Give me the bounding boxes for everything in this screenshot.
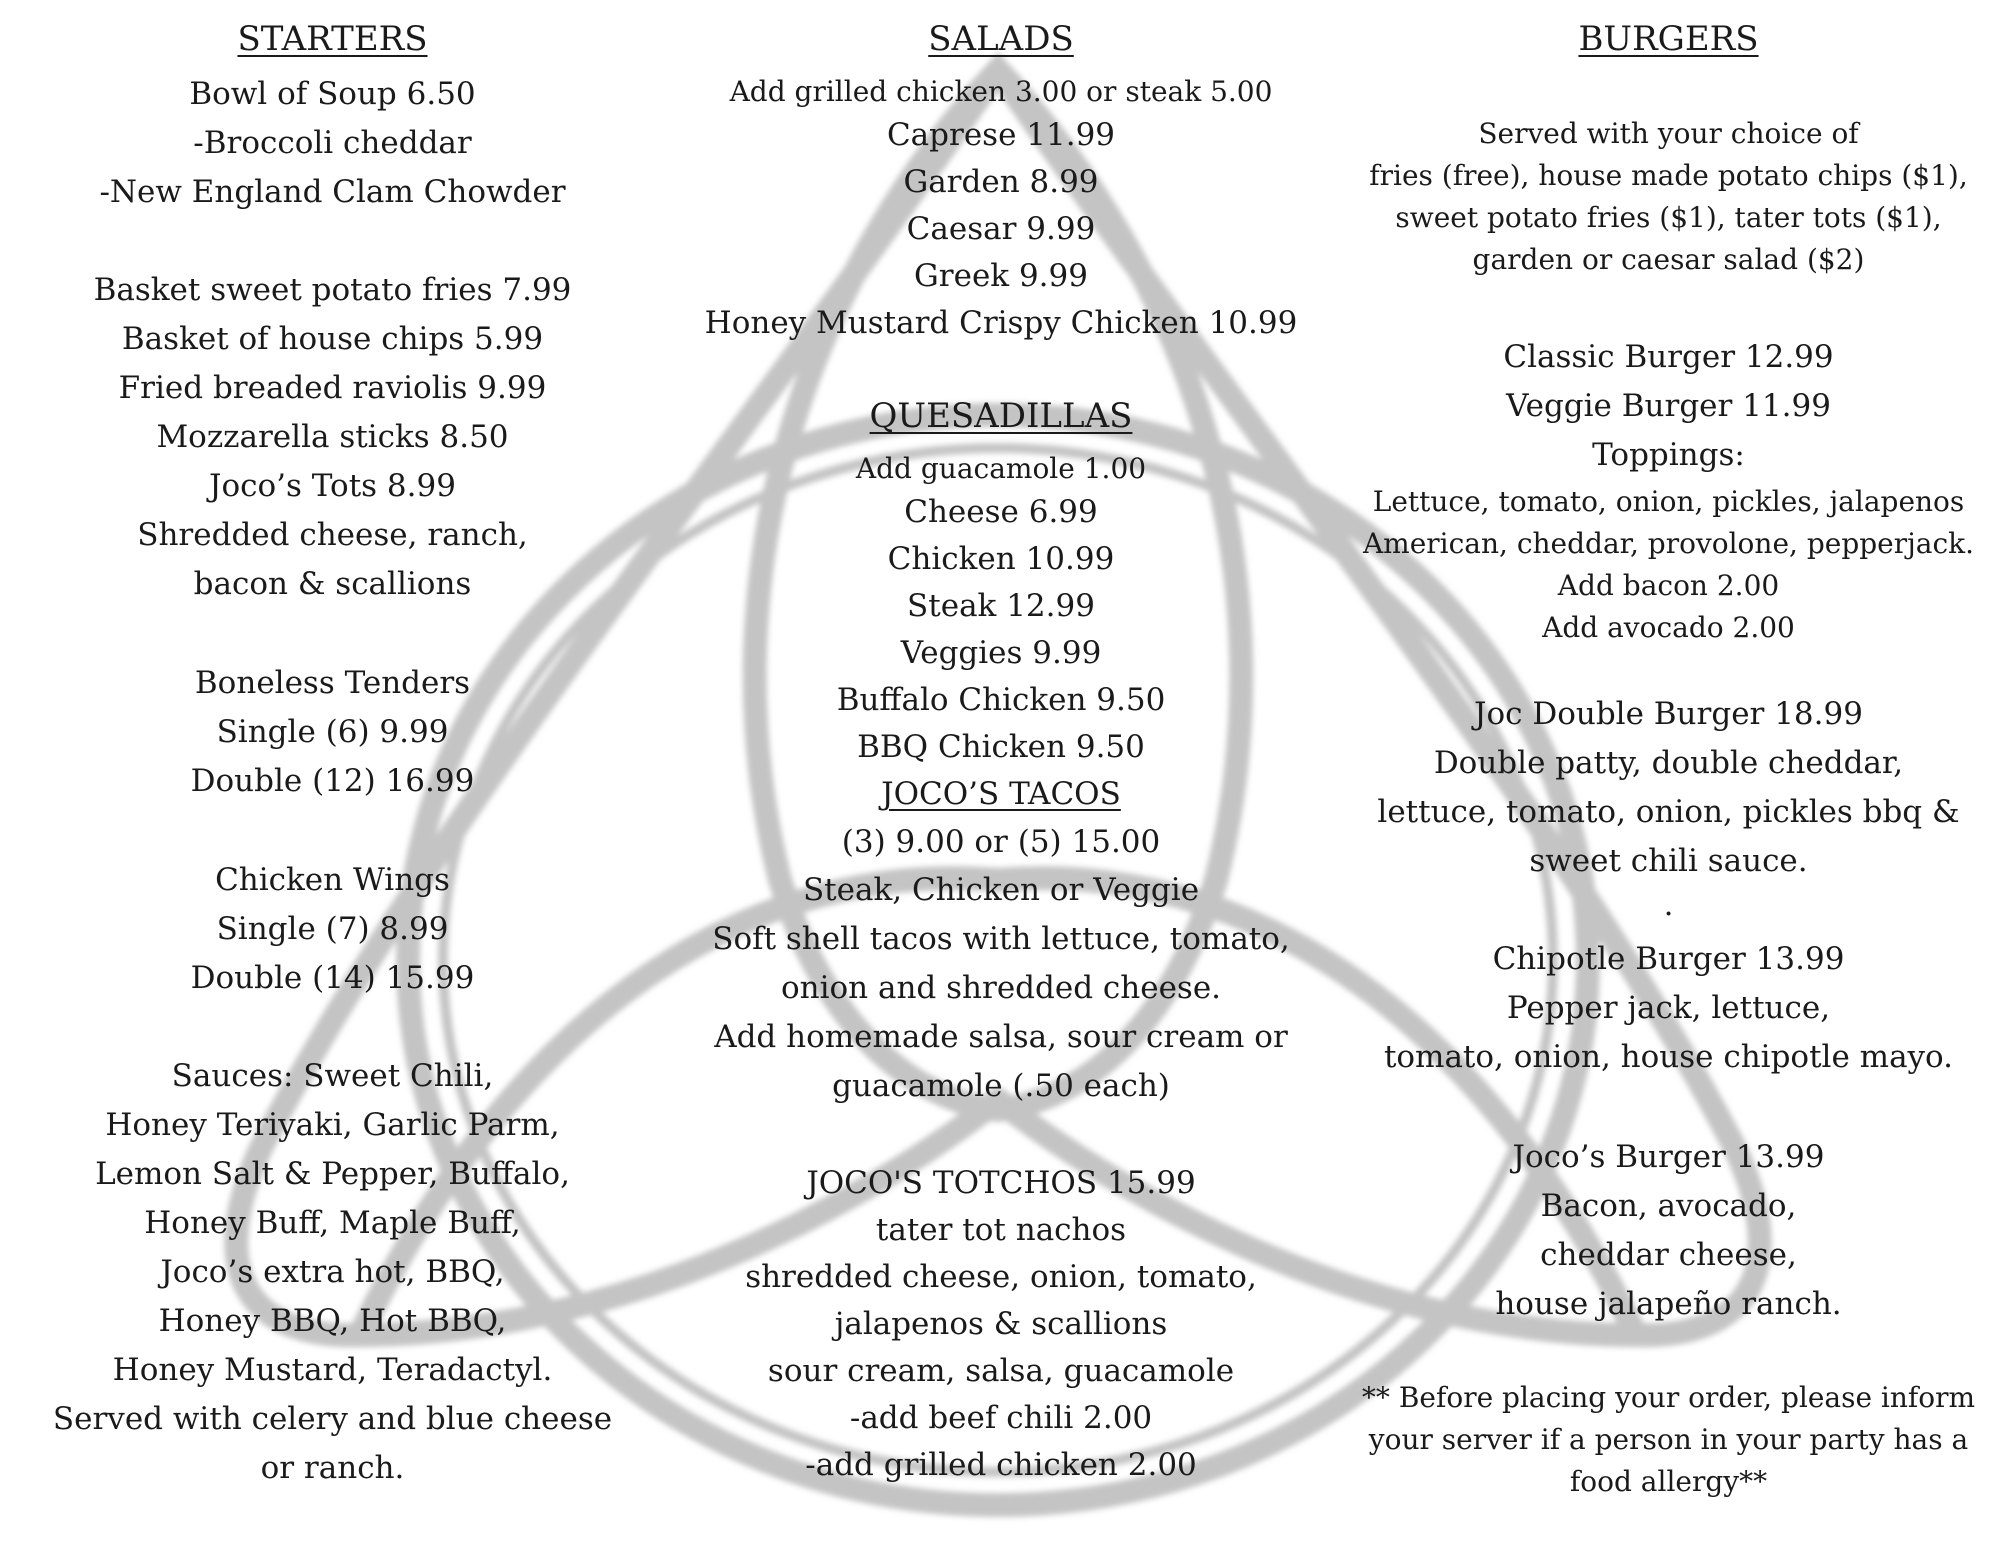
menu-line: Greek 9.99 xyxy=(914,258,1088,294)
menu-line: Joco’s Tots 8.99 xyxy=(209,468,456,504)
menu-line: American, cheddar, provolone, pepperjack. xyxy=(1362,527,1975,560)
menu-line: Mozzarella sticks 8.50 xyxy=(156,419,509,455)
menu-line: Toppings: xyxy=(1592,437,1745,473)
menu-line: Caesar 9.99 xyxy=(906,211,1096,247)
menu-line: Fried breaded raviolis 9.99 xyxy=(118,370,547,406)
menu-line: Veggie Burger 11.99 xyxy=(1506,388,1831,424)
menu-line: tater tot nachos xyxy=(875,1212,1127,1248)
menu-line: -Broccoli cheddar xyxy=(193,125,472,161)
menu-line: Garden 8.99 xyxy=(903,164,1099,200)
menu-line: Chipotle Burger 13.99 xyxy=(1492,941,1845,977)
menu-line: cheddar cheese, xyxy=(1540,1237,1797,1273)
menu-line: Steak, Chicken or Veggie xyxy=(802,872,1200,908)
quesadillas-note: Add guacamole 1.00 xyxy=(855,452,1147,485)
menu-line: jalapenos & scallions xyxy=(834,1306,1168,1342)
menu-line: -add beef chili 2.00 xyxy=(849,1400,1153,1436)
menu-line: Cheese 6.99 xyxy=(904,494,1098,530)
menu-line: shredded cheese, onion, tomato, xyxy=(745,1259,1257,1295)
totchos-title: JOCO'S TOTCHOS 15.99 xyxy=(806,1165,1196,1201)
allergy-note: food allergy** xyxy=(1569,1465,1768,1498)
salads-note: Add grilled chicken 3.00 or steak 5.00 xyxy=(729,75,1273,108)
menu-line: Double (12) 16.99 xyxy=(190,763,475,799)
menu-line: Bacon, avocado, xyxy=(1540,1188,1797,1224)
menu-line: lettuce, tomato, onion, pickles bbq & xyxy=(1377,794,1960,830)
tacos-heading: JOCO’S TACOS xyxy=(881,776,1121,812)
menu-line: Bowl of Soup 6.50 xyxy=(189,76,476,112)
menu-line: bacon & scallions xyxy=(193,566,472,602)
menu-line: Add avocado 2.00 xyxy=(1542,611,1795,644)
menu-line: onion and shredded cheese. xyxy=(780,970,1222,1006)
menu-line: Lemon Salt & Pepper, Buffalo, xyxy=(95,1156,570,1192)
menu-line: sweet chili sauce. xyxy=(1529,843,1808,879)
menu-line: Basket of house chips 5.99 xyxy=(121,321,544,357)
menu-line: Caprese 11.99 xyxy=(886,117,1116,153)
menu-line: garden or caesar salad ($2) xyxy=(1472,243,1865,276)
menu-line: fries (free), house made potato chips ($1), xyxy=(1369,159,1968,192)
menu-line: Classic Burger 12.99 xyxy=(1503,339,1834,375)
menu-line: Add homemade salsa, sour cream or xyxy=(714,1019,1288,1055)
menu-line: Joco’s Burger 13.99 xyxy=(1512,1139,1825,1175)
menu-line: Honey Mustard Crispy Chicken 10.99 xyxy=(704,305,1298,341)
menu-line: Lettuce, tomato, onion, pickles, jalapenos xyxy=(1372,485,1965,518)
menu-line: Served with celery and blue cheese xyxy=(52,1401,613,1437)
menu-line: Add bacon 2.00 xyxy=(1557,569,1780,602)
menu-line: Honey BBQ, Hot BBQ, xyxy=(158,1303,507,1339)
menu-line: -New England Clam Chowder xyxy=(99,174,566,210)
menu-line: BBQ Chicken 9.50 xyxy=(857,729,1145,765)
menu-line: Basket sweet potato fries 7.99 xyxy=(93,272,572,308)
starters-heading: STARTERS xyxy=(237,19,428,59)
menu-line: Chicken Wings xyxy=(215,862,450,898)
menu-line: tomato, onion, house chipotle mayo. xyxy=(1383,1039,1954,1075)
burgers-heading: BURGERS xyxy=(1578,19,1759,59)
menu-line: Joco’s extra hot, BBQ, xyxy=(160,1254,505,1290)
salads-heading: SALADS xyxy=(928,19,1074,59)
quesadillas-heading: QUESADILLAS xyxy=(869,396,1133,436)
menu-line: Shredded cheese, ranch, xyxy=(137,517,528,553)
menu-line: Single (7) 8.99 xyxy=(216,911,449,947)
menu-line: (3) 9.00 or (5) 15.00 xyxy=(841,824,1161,860)
menu-line: house jalapeño ranch. xyxy=(1495,1286,1842,1322)
allergy-note: ** Before placing your order, please inform xyxy=(1361,1381,1976,1414)
menu-line: sweet potato fries ($1), tater tots ($1), xyxy=(1395,201,1942,234)
menu-line: . xyxy=(1663,887,1674,923)
menu-line: Double (14) 15.99 xyxy=(190,960,475,996)
menu-line: Pepper jack, lettuce, xyxy=(1506,990,1831,1026)
menu-line: Soft shell tacos with lettuce, tomato, xyxy=(712,921,1290,957)
menu-line: Honey Mustard, Teradactyl. xyxy=(112,1352,553,1388)
menu-line: Honey Buff, Maple Buff, xyxy=(144,1205,521,1241)
menu-line: Buffalo Chicken 9.50 xyxy=(836,682,1166,718)
menu-line: or ranch. xyxy=(260,1450,405,1486)
menu-line: sour cream, salsa, guacamole xyxy=(767,1353,1235,1389)
menu-line: Served with your choice of xyxy=(1478,117,1859,150)
menu-line: Boneless Tenders xyxy=(194,665,471,701)
menu-line: Chicken 10.99 xyxy=(887,541,1115,577)
menu-line: -add grilled chicken 2.00 xyxy=(805,1447,1197,1483)
menu-line: Single (6) 9.99 xyxy=(216,714,449,750)
menu-line: Honey Teriyaki, Garlic Parm, xyxy=(105,1107,560,1143)
menu-line: Steak 12.99 xyxy=(907,588,1095,624)
menu-line: Sauces: Sweet Chili, xyxy=(171,1058,494,1094)
allergy-note: your server if a person in your party has a xyxy=(1368,1423,1969,1456)
menu-line: Joc Double Burger 18.99 xyxy=(1474,696,1863,732)
menu-line: Veggies 9.99 xyxy=(900,635,1102,671)
menu-line: Double patty, double cheddar, xyxy=(1433,745,1904,781)
menu-line: guacamole (.50 each) xyxy=(832,1068,1170,1104)
